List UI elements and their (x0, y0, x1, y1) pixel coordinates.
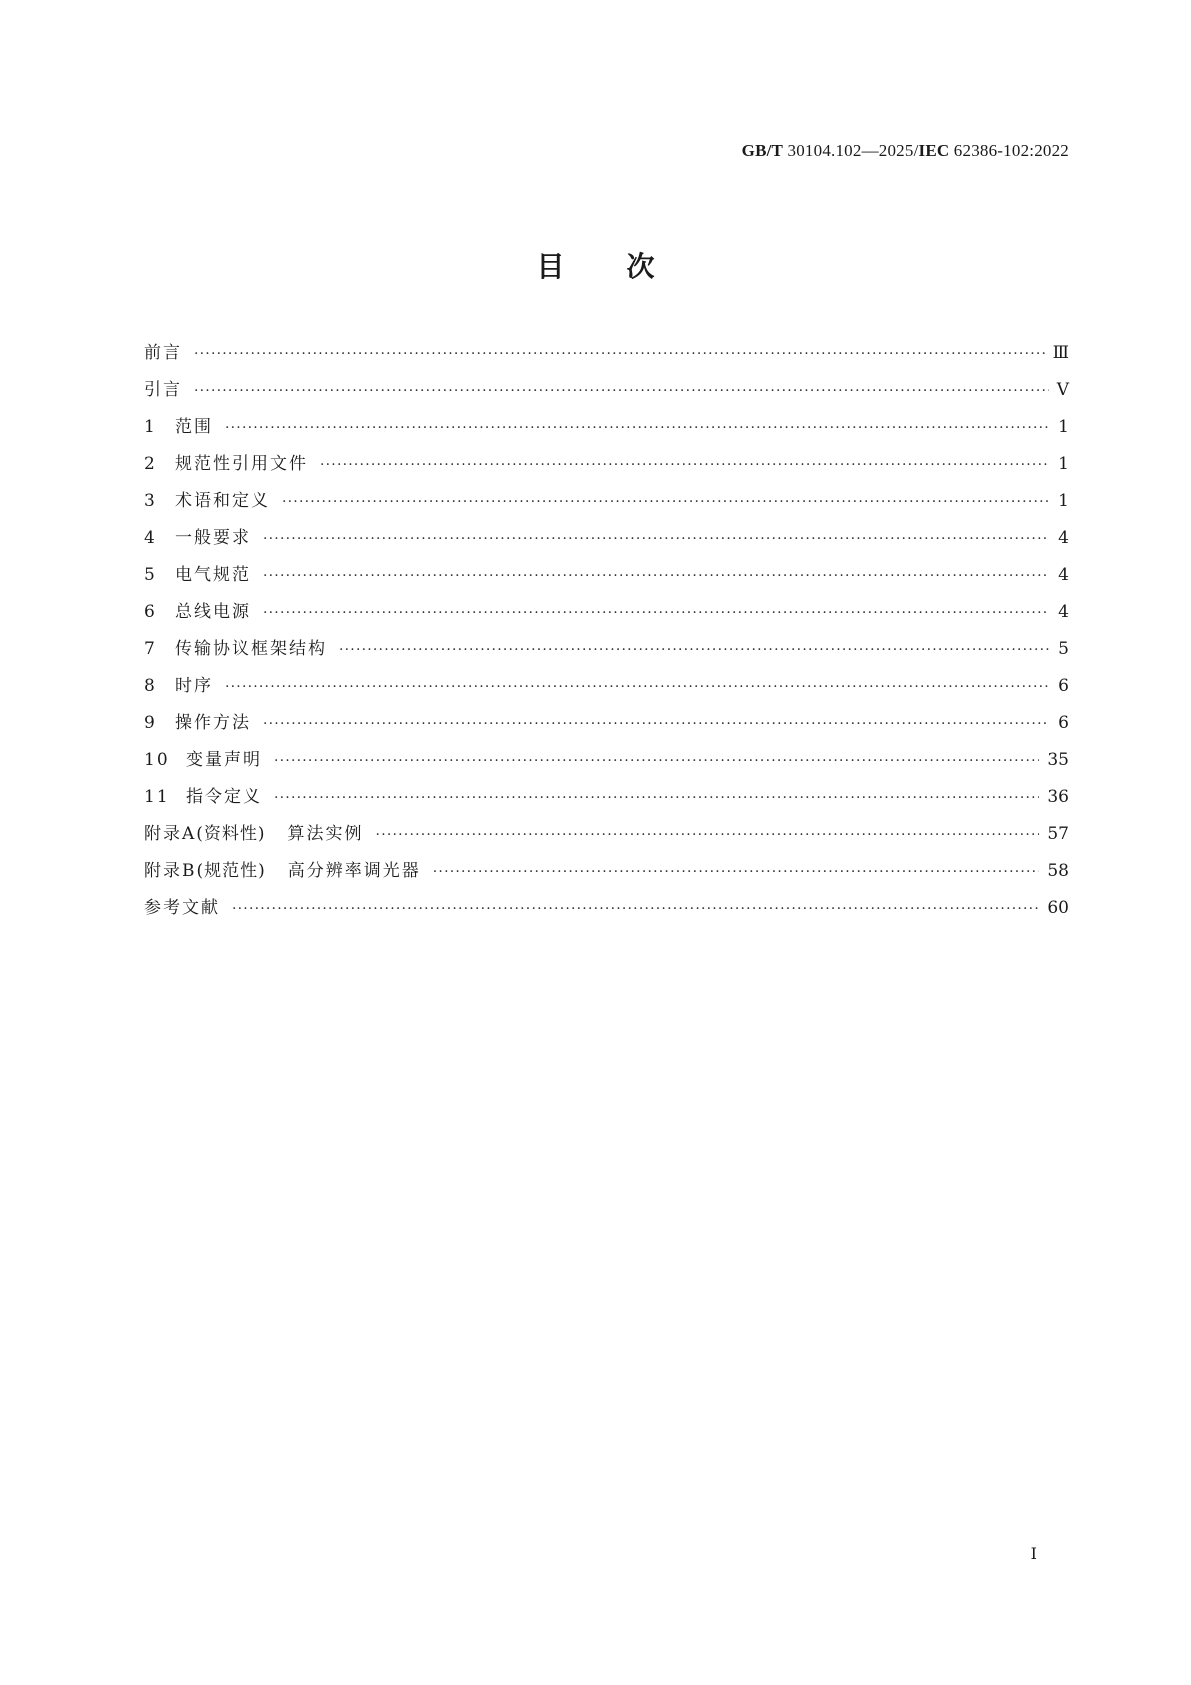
toc-entry-declaration-of-variables[interactable] (144, 745, 1069, 782)
toc-entry-annex-a[interactable] (144, 819, 1069, 856)
annex-prefix: 附录A (144, 824, 197, 844)
toc-leader-dots (274, 753, 1039, 769)
toc-entry-annex-b[interactable] (144, 856, 1069, 893)
toc-entry-normative-references[interactable] (144, 449, 1069, 486)
toc-entry-number: 8 (144, 676, 157, 696)
annex-prefix: 附录B (144, 861, 197, 881)
toc-leader-dots (225, 420, 1049, 436)
toc-leader-dots (433, 864, 1040, 880)
toc-entry-bus-power-supply[interactable] (144, 597, 1069, 634)
toc-entry-number: 11 (144, 787, 170, 807)
toc-entry-label (144, 856, 421, 881)
toc-leader-dots (320, 457, 1049, 473)
toc-entry-label: 变量声明 (186, 750, 262, 770)
toc-leader-dots (194, 346, 1045, 362)
toc-entry-timing[interactable] (144, 671, 1069, 708)
toc-entry-label: 传输协议框架结构 (175, 639, 327, 659)
toc-entry-label: 参考文献 (144, 898, 220, 918)
toc-entry-page: 57 (1047, 824, 1069, 844)
toc-entry-electrical-specification[interactable] (144, 560, 1069, 597)
toc-entry-general-requirements[interactable] (144, 523, 1069, 560)
table-of-contents (144, 338, 1069, 930)
page-number: Ⅰ (1030, 1546, 1037, 1563)
toc-entry-number: 10 (144, 750, 170, 770)
toc-entry-number: 7 (144, 639, 157, 659)
toc-entry-label: 指令定义 (186, 787, 262, 807)
toc-entry-terms-definitions[interactable] (144, 486, 1069, 523)
toc-entry-number: 2 (144, 454, 157, 474)
standard-code-iec-number: 62386-102:2022 (949, 141, 1069, 160)
toc-entry-bibliography[interactable] (144, 893, 1069, 930)
toc-leader-dots (282, 494, 1049, 510)
toc-entry-page: 6 (1058, 713, 1069, 733)
toc-leader-dots (274, 790, 1039, 806)
toc-entry-page: 35 (1047, 750, 1069, 770)
toc-entry-page: 1 (1058, 417, 1069, 437)
toc-entry-page: 4 (1058, 528, 1069, 548)
toc-leader-dots (376, 827, 1040, 843)
toc-entry-page: 4 (1058, 565, 1069, 585)
annex-name: 算法实例 (287, 824, 364, 844)
standard-code (742, 141, 1069, 161)
toc-entry-label: 一般要求 (175, 528, 251, 548)
toc-entry-label: 电气规范 (175, 565, 251, 585)
standard-code-number: 30104.102—2025/ (783, 141, 919, 160)
toc-entry-label: 总线电源 (175, 602, 251, 622)
toc-entry-label (144, 819, 364, 844)
toc-entry-label: 术语和定义 (175, 491, 270, 511)
toc-entry-page: 5 (1058, 639, 1069, 659)
toc-entry-page: 6 (1058, 676, 1069, 696)
toc-entry-page: 60 (1047, 898, 1069, 918)
toc-leader-dots (263, 605, 1049, 621)
annex-name: 高分辨率调光器 (287, 861, 421, 881)
toc-entry-scope[interactable] (144, 412, 1069, 449)
toc-entry-label: 时序 (175, 676, 213, 696)
toc-entry-label: 前言 (144, 343, 182, 363)
toc-entry-number: 3 (144, 491, 157, 511)
toc-leader-dots (225, 679, 1049, 695)
toc-entry-page: Ⅴ (1056, 380, 1069, 400)
toc-entry-number: 4 (144, 528, 157, 548)
toc-entry-transmission-protocol[interactable] (144, 634, 1069, 671)
toc-leader-dots (263, 531, 1049, 547)
toc-entry-page: 36 (1047, 787, 1069, 807)
page-title: 目次 (536, 250, 717, 283)
toc-entry-introduction[interactable] (144, 375, 1069, 412)
toc-entry-foreword[interactable] (144, 338, 1069, 375)
toc-entry-page: 1 (1058, 454, 1069, 474)
toc-leader-dots (194, 383, 1049, 399)
standard-code-prefix: GB/T (741, 141, 784, 160)
toc-entry-number: 9 (144, 713, 157, 733)
toc-entry-label: 引言 (144, 380, 182, 400)
standard-code-iec: IEC (918, 141, 950, 160)
toc-leader-dots (339, 642, 1049, 658)
toc-entry-page: Ⅲ (1052, 343, 1069, 363)
annex-type: (规范性) (196, 861, 266, 881)
toc-entry-label: 规范性引用文件 (175, 454, 308, 474)
toc-entry-page: 4 (1058, 602, 1069, 622)
toc-entry-page: 1 (1058, 491, 1069, 511)
toc-entry-number: 5 (144, 565, 157, 585)
toc-entry-page: 58 (1047, 861, 1069, 881)
toc-leader-dots (263, 716, 1049, 732)
annex-type: (资料性) (196, 824, 266, 844)
toc-entry-method-of-operation[interactable] (144, 708, 1069, 745)
toc-entry-label: 范围 (175, 417, 213, 437)
toc-leader-dots (232, 901, 1039, 917)
toc-entry-definition-of-commands[interactable] (144, 782, 1069, 819)
toc-entry-label: 操作方法 (175, 713, 251, 733)
toc-leader-dots (263, 568, 1049, 584)
toc-entry-number: 1 (144, 417, 157, 437)
toc-entry-number: 6 (144, 602, 157, 622)
